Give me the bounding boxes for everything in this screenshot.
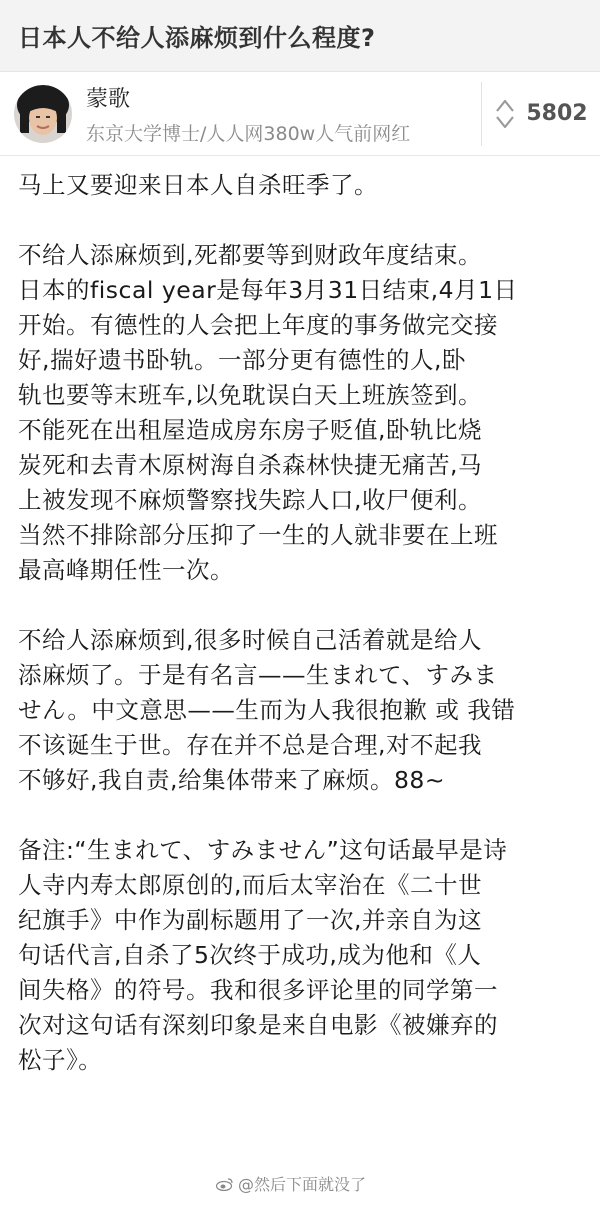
answer-line: 不该诞生于世。存在并不总是合理,对不起我 [18, 731, 482, 759]
answer-line: 不能死在出租屋造成房东房子贬值,卧轨比烧 [18, 416, 482, 444]
answer-paragraph [18, 623, 582, 798]
answer-line: 人寺内寿太郎原创的,而后太宰治在《二十世 [18, 871, 482, 899]
question-title[interactable]: 日本人不给人添麻烦到什么程度? [18, 24, 376, 52]
vote-count: 5802 [526, 101, 588, 126]
answer-paragraph [18, 168, 582, 203]
author-info [86, 82, 481, 146]
answer-line: 轨也要等末班车,以免耽误白天上班族签到。 [18, 381, 482, 409]
answer-line: 间失格》的符号。我和很多评论里的同学第一 [18, 976, 498, 1004]
answer-paragraph [18, 238, 582, 588]
vote-arrows-icon [494, 96, 516, 132]
answer-line: 炭死和去青木原树海自杀森林快捷无痛苦,马 [18, 451, 482, 479]
author-row [0, 72, 600, 156]
author-name[interactable]: 蒙歌 [86, 86, 131, 112]
watermark [216, 1172, 366, 1195]
answer-line: 马上又要迎来日本人自杀旺季了。 [18, 171, 378, 199]
answer-line: 纪旗手》中作为副标题用了一次,并亲自为这 [18, 906, 482, 934]
answer-line: 不够好,我自责,给集体带来了麻烦。88~ [18, 766, 446, 794]
answer-paragraph [18, 833, 582, 1078]
author-bio: 东京大学博士/人人网380w人气前网红 [86, 122, 411, 145]
answer-line: 好,揣好遗书卧轨。一部分更有德性的人,卧 [18, 346, 466, 374]
answer-line: 最高峰期任性一次。 [18, 556, 234, 584]
answer-body [0, 156, 600, 1078]
answer-line: 上被发现不麻烦警察找失踪人口,收尸便利。 [18, 486, 482, 514]
answer-line: 句话代言,自杀了5次终于成功,成为他和《人 [18, 941, 482, 969]
answer-line: 不给人添麻烦到,很多时候自己活着就是给人 [18, 626, 482, 654]
question-header [0, 0, 600, 72]
answer-line: 次对这句话有深刻印象是来自电影《被嫌弃的 [18, 1011, 498, 1039]
answer-line: せん。中文意思——生而为人我很抱歉 或 我错 [18, 696, 516, 724]
answer-line: 备注:“生まれて、すみません”这句话最早是诗 [18, 836, 508, 864]
answer-line: 松子》。 [18, 1046, 103, 1074]
answer-line: 开始。有德性的人会把上年度的事务做完交接 [18, 311, 498, 339]
answer-line: 日本的fiscal year是每年3月31日结束,4月1日 [18, 276, 518, 304]
watermark-text: @然后下面就没了 [237, 1175, 366, 1194]
avatar[interactable] [14, 85, 72, 143]
vote-button[interactable] [481, 82, 600, 146]
answer-line: 不给人添麻烦到,死都要等到财政年度结束。 [18, 241, 482, 269]
answer-line: 当然不排除部分压抑了一生的人就非要在上班 [18, 521, 498, 549]
weibo-icon [216, 1177, 234, 1191]
answer-line: 添麻烦了。于是有名言——生まれて、すみま [18, 661, 498, 689]
